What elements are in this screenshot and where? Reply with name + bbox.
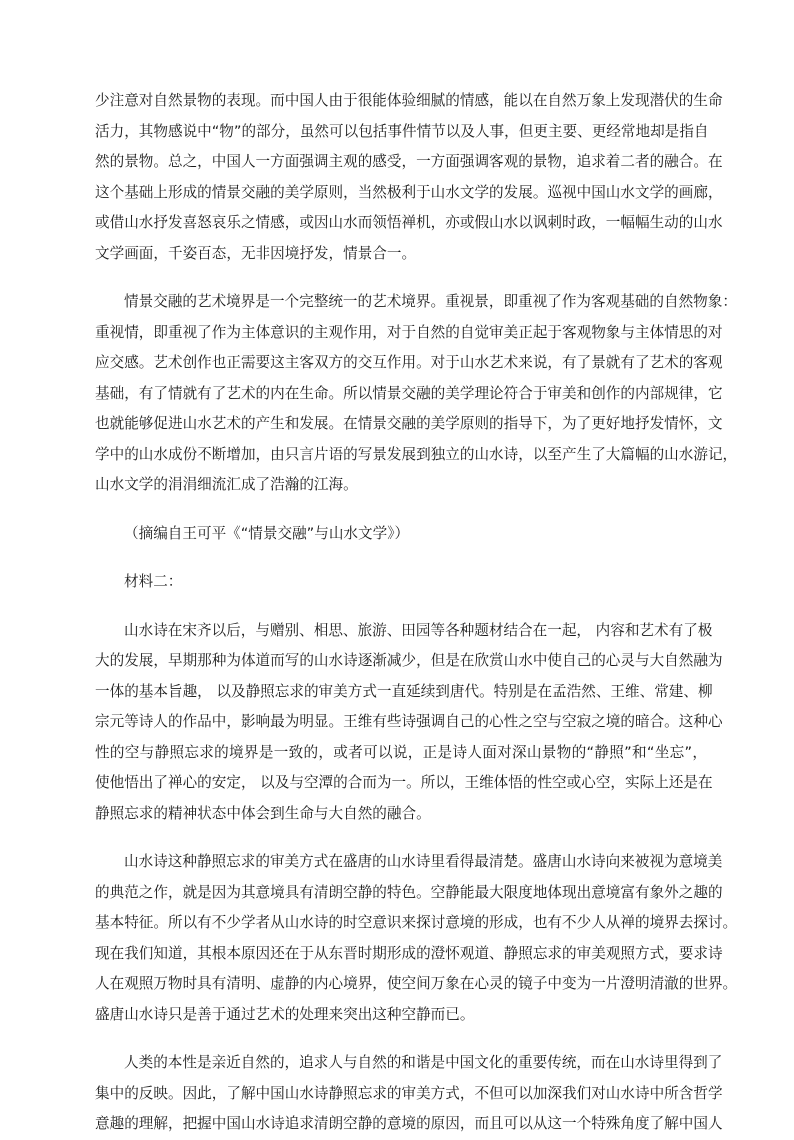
text-line: 性的空与静照忘求的境界是一致的，或者可以说，正是诗人面对深山景物的“静照”和“坐忘”， (95, 743, 707, 761)
paragraph (95, 1048, 723, 1140)
text-line: 使他悟出了禅心的安定， 以及与空潭的合而为一。所以，王维体悟的性空或心空，实际上还是在 (95, 774, 713, 791)
paragraph (95, 287, 738, 501)
text-line: 文学画面，千姿百态，无非因境抒发，情景合一。 (95, 244, 417, 262)
text-line: 活力，其物感说中“物”的部分，虽然可以包括事件情节以及人事，但更主要、更经常地却是指自 (95, 122, 709, 140)
text-line: 盛唐山水诗只是善于通过艺术的处理来突出这种空静而已。 (95, 1005, 475, 1023)
text-line: 意趣的理解，把握中国山水诗追求清朗空静的意境的原因，而且可以从这一个特殊角度了解中国人 (95, 1115, 723, 1132)
text-line: 少注意对自然景物的表现。而中国人由于很能体验细腻的情感，能以在自然万象上发现潜伏的生命 (95, 92, 723, 109)
text-line: 大的发展，早期那种为体道而写的山水诗逐渐减少，但是在欣赏山水中使自己的心灵与大自然融为 (95, 652, 723, 669)
text-line: 山水文学的涓涓细流汇成了浩瀚的江海。 (95, 476, 358, 493)
paragraph (95, 847, 738, 1030)
text-line: （摘编自王可平《“情景交融”与山水文学》） (124, 524, 410, 542)
text-line: 基本特征。所以有不少学者从山水诗的时空意识来探讨意境的形成，也有不少人从禅的境界去探讨。 (95, 914, 738, 931)
text-line: 现在我们知道，其根本原因还在于从东晋时期形成的澄怀观道、静照忘求的审美观照方式，要求诗 (95, 944, 723, 962)
text-line: 或借山水抒发喜怒哀乐之情感，或因山水而领悟禅机，亦或假山水以讽刺时政，一幅幅生动的山水 (95, 214, 723, 231)
text-line: 山水诗这种静照忘求的审美方式在盛唐的山水诗里看得最清楚。盛唐山水诗向来被视为意境美 (124, 853, 723, 870)
text-line: 山水诗在宋齐以后，与赠别、相思、旅游、田园等各种题材结合在一起， 内容和艺术有了极 (124, 621, 713, 639)
text-line: 重视情，即重视了作为主体意识的主观作用，对于自然的自觉审美正起于客观物象与主体情思的对 (95, 323, 723, 341)
source-citation (95, 519, 707, 550)
text-line: 人在观照万物时具有清明、虚静的内心境界，使空间万象在心灵的镜子中变为一片澄明清澈的世界。 (95, 975, 738, 992)
text-line: 然的景物。总之，中国人一方面强调主观的感受，一方面强调客观的景物，追求着二者的融合。在 (95, 153, 723, 170)
text-line: 情景交融的艺术境界是一个完整统一的艺术境界。重视景，即重视了作为客观基础的自然物象： (124, 293, 737, 310)
text-line: 这个基础上形成的情景交融的美学原则，当然极利于山水文学的发展。巡视中国山水文学的画廊， (95, 183, 723, 201)
text-line: 应交感。艺术创作也正需要这主客双方的交互作用。对于山水艺术来说，有了景就有了艺术的客观 (95, 354, 723, 371)
text-line: 也就能够促进山水艺术的产生和发展。在情景交融的美学原则的指导下，为了更好地抒发情怀，文 (95, 415, 723, 432)
text-line: 宗元等诗人的作品中，影响最为明显。王维有些诗强调自己的心性之空与空寂之境的暗合。这种心 (95, 713, 723, 730)
document-page (95, 86, 738, 1140)
text-line: 学中的山水成份不断增加，由只言片语的写景发展到独立的山水诗，以至产生了大篇幅的山水游记， (95, 445, 738, 463)
text-line: 基础，有了情就有了艺术的内在生命。所以情景交融的美学理论符合于审美和创作的内部规律，它 (95, 384, 723, 402)
text-line: 集中的反映。因此，了解中国山水诗静照忘求的审美方式，不但可以加深我们对山水诗中所含哲学 (95, 1084, 723, 1102)
text-line: 的典范之作，就是因为其意境具有清朗空静的特色。空静能最大限度地体现出意境富有象外之趣的 (95, 883, 723, 901)
paragraph (95, 86, 723, 269)
text-line: 材料二： (124, 573, 183, 590)
text-line: 人类的本性是亲近自然的，追求人与自然的和谐是中国文化的重要传统，而在山水诗里得到了 (124, 1054, 723, 1071)
section-heading (95, 567, 707, 598)
paragraph (95, 616, 723, 830)
text-line: 一体的基本旨趣， 以及静照忘求的审美方式一直延续到唐代。特别是在孟浩然、王维、常建、柳 (95, 682, 713, 700)
text-line: 静照忘求的精神状态中体会到生命与大自然的融合。 (95, 804, 431, 822)
